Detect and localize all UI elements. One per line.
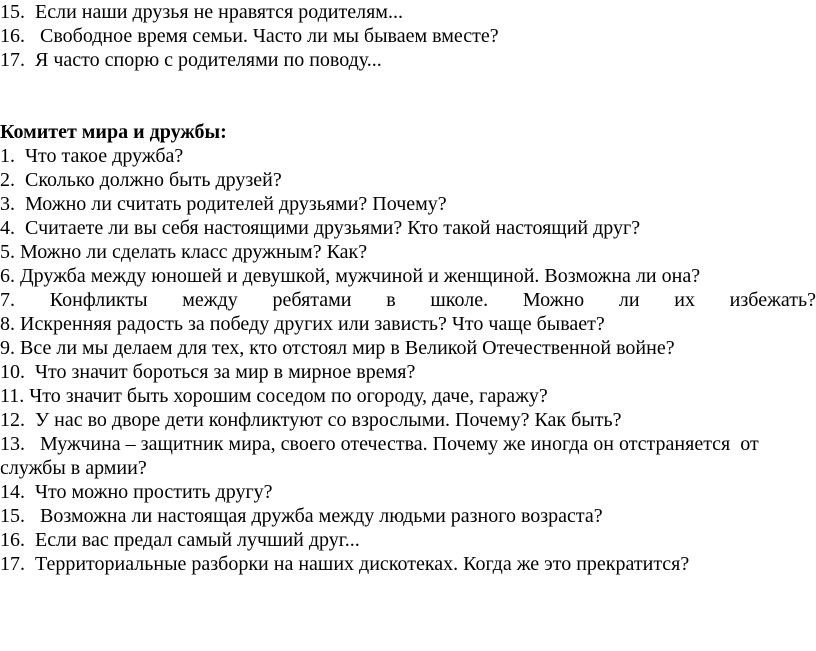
word: Конфликты xyxy=(49,289,148,311)
list-item: 5. Можно ли сделать класс дружным? Как? xyxy=(0,241,368,263)
list-item: 15. Возможна ли настоящая дружба между людьми разного возраста? xyxy=(0,505,603,527)
list-item: 11. Что значит быть хорошим соседом по огороду, даче, гаражу? xyxy=(0,385,548,407)
list-item: 14. Что можно простить другу? xyxy=(0,481,273,503)
word: их xyxy=(674,289,695,311)
list-item: 6. Дружба между юношей и девушкой, мужчиной и женщиной. Возможна ли она? xyxy=(0,265,701,287)
list-item: 17. Территориальные разборки на наших дискотеках. Когда же это прекратится? xyxy=(0,553,690,575)
word: ребятами xyxy=(272,289,352,311)
list-item: 12. У нас во дворе дети конфликтуют со взрослыми. Почему? Как быть? xyxy=(0,409,622,431)
list-item: 4. Считаете ли вы себя настоящими друзьями? Кто такой настоящий друг? xyxy=(0,217,641,239)
list-item: 10. Что значит бороться за мир в мирное время? xyxy=(0,361,416,383)
list-item-justified xyxy=(0,288,816,312)
list-item: 16. Если вас предал самый лучший друг... xyxy=(0,529,360,551)
list-item: 9. Все ли мы делаем для тех, кто отстоял мир в Великой Отечественной войне? xyxy=(0,337,675,359)
section-heading: Комитет мира и дружбы: xyxy=(0,121,227,143)
list-item: 2. Сколько должно быть друзей? xyxy=(0,169,282,191)
word: Можно xyxy=(522,289,585,311)
list-item: 17. Я часто спорю с родителями по поводу... xyxy=(0,49,382,71)
list-item: 1. Что такое дружба? xyxy=(0,145,184,167)
list-item: 8. Искренняя радость за победу других или зависть? Что чаще бывает? xyxy=(0,313,605,335)
list-item: 3. Можно ли считать родителей друзьями? Почему? xyxy=(0,193,447,215)
word: в xyxy=(386,289,396,311)
word: избежать? xyxy=(729,289,816,311)
word: между xyxy=(182,289,238,311)
list-item: 15. Если наши друзья не нравятся родителям... xyxy=(0,1,403,23)
list-item-continuation: службы в армии? xyxy=(0,457,147,479)
word: 7. xyxy=(0,289,15,311)
word: школе. xyxy=(430,289,489,311)
list-item: 13. Мужчина – защитник мира, своего отечества. Почему же иногда он отстраняется от xyxy=(0,433,759,455)
word: ли xyxy=(618,289,640,311)
list-item: 16. Свободное время семьи. Часто ли мы бываем вместе? xyxy=(0,25,499,47)
